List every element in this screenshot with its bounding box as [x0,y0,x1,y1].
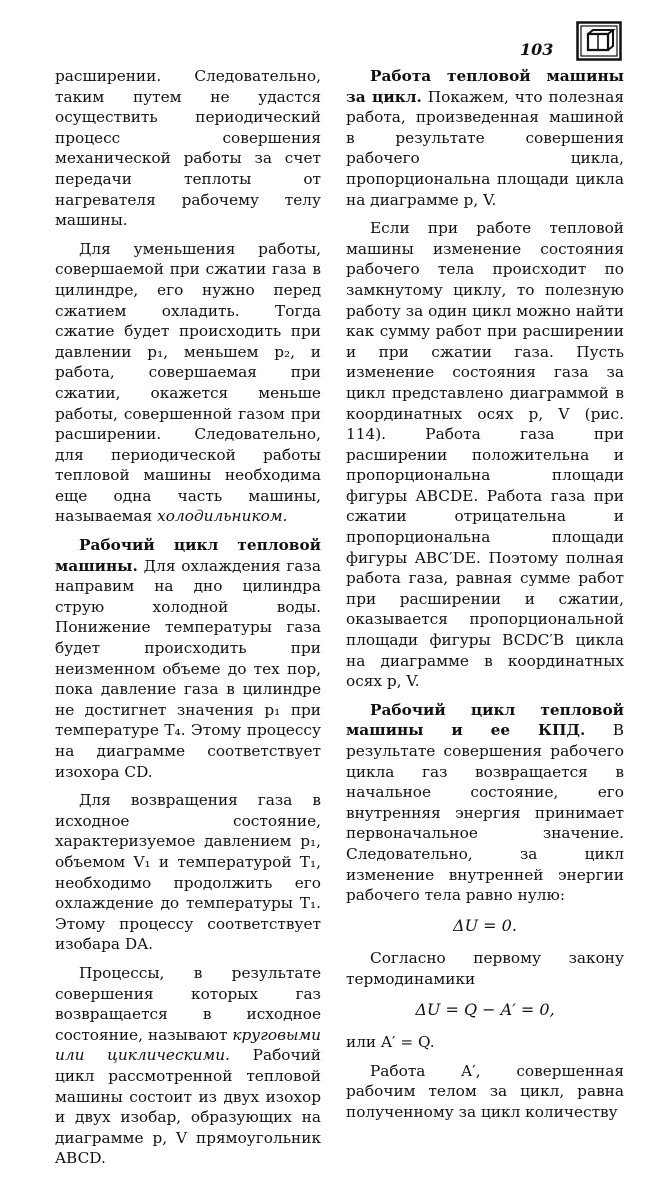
paragraph: расширении. Следовательно, таким путем не удастся осуществить периодический процесс совершения механической работы за счет передачи теплоты от нагревателя рабочему телу машины. [55,67,321,230]
section-heading: Рабочий цикл тепловой машины. [55,536,321,575]
emphasis-term: холодильником. [157,507,288,526]
paragraph-text: В результате совершения рабочего цикла газ возвращается в начальное состояние, его внутренняя энергия принимает первоначальное значение. Следовательно, за цикл изменение внутренней энергии рабочего тела равно нулю: [346,721,624,905]
paragraph: или A′ = Q. [346,1033,435,1052]
emphasis-term: круговыми или циклическими. [55,1025,321,1065]
section-box-icon [576,21,622,61]
paragraph [346,66,624,210]
paragraph: Работа A′, совершенная рабочим телом за цикл, равна полученному за цикл количеству [346,1061,624,1121]
formula: ΔU = 0. [453,915,517,935]
paragraph: Для возвращения газа в исходное состояние, характеризуемое давлением p₁, объемом V₁ и температурой T₁, необходимо продолжить его охлаждение до температуры T₁. Этому процессу соответствует изобара DA. [55,791,321,954]
right-column [346,66,624,1131]
section-heading: Рабочий цикл тепловой машины и ее КПД. [346,700,624,740]
left-column [55,66,321,1177]
formula: ΔU = Q − A′ = 0, [415,999,555,1019]
paragraph: Согласно первому закону термодинамики [346,949,624,988]
paragraph-text: Для уменьшения работы, совершаемой при сжатии газа в цилиндре, его нужно перед сжатием охладить. Тогда сжатие будет происходить при давлении p₁, меньшем p₂, и работа, совершаемая при сжатии, окажется меньше работы, совершенной газом при расширении. Следовательно, для периодической работы тепловой машины необходима еще одна часть машины, называемая [55,239,321,526]
paragraph [55,535,321,782]
paragraph-text: Покажем, что полезная работа, произведенная машиной в результате совершения рабочего цикла, пропорциональна площади цикла на диаграмме p, V. [346,87,624,209]
page-number: 103 [520,40,554,59]
paragraph [55,963,321,1169]
paragraph [55,239,321,527]
paragraph-text: Для охлаждения газа направим на дно цилиндра струю холодной воды. Понижение температуры газа будет происходить при неизменном объеме до тех пор, пока давление газа в цилиндре не достигнет значения p₁ при температуре T₄. Этому процессу на диаграмме соответствует изохора CD. [55,556,321,781]
paragraph-text: Рабочий цикл рассмотренной тепловой машины состоит из двух изохор и двух изобар, образующих на диаграмме p, V прямоугольник ABCD. [55,1046,321,1168]
paragraph: Если при работе тепловой машины изменение состояния рабочего тела происходит по замкнутому циклу, то полезную работу за один цикл можно найти как сумму работ при расширении и при сжатии газа. Пусть изменение состояния газа за цикл представлено диаграммой в координатных осях p, V (рис. 114). Работа газа при расширении положительна и пропорциональна площади фигуры ABCDE. Работа газа при сжатии отрицательна и пропорциональна площади фигуры ABC′DE. Поэтому полная работа газа, равная сумме работ при расширении и сжатии, оказывается пропорциональной площади фигуры BCDC′B цикла на диаграмме в координатных осях p, V. [346,219,624,691]
paragraph [346,700,624,906]
section-heading: Работа тепловой машины за цикл. [346,67,624,106]
paragraph-text: Процессы, в результате совершения которых газ возвращается в исходное состояние, называют [55,963,321,1044]
